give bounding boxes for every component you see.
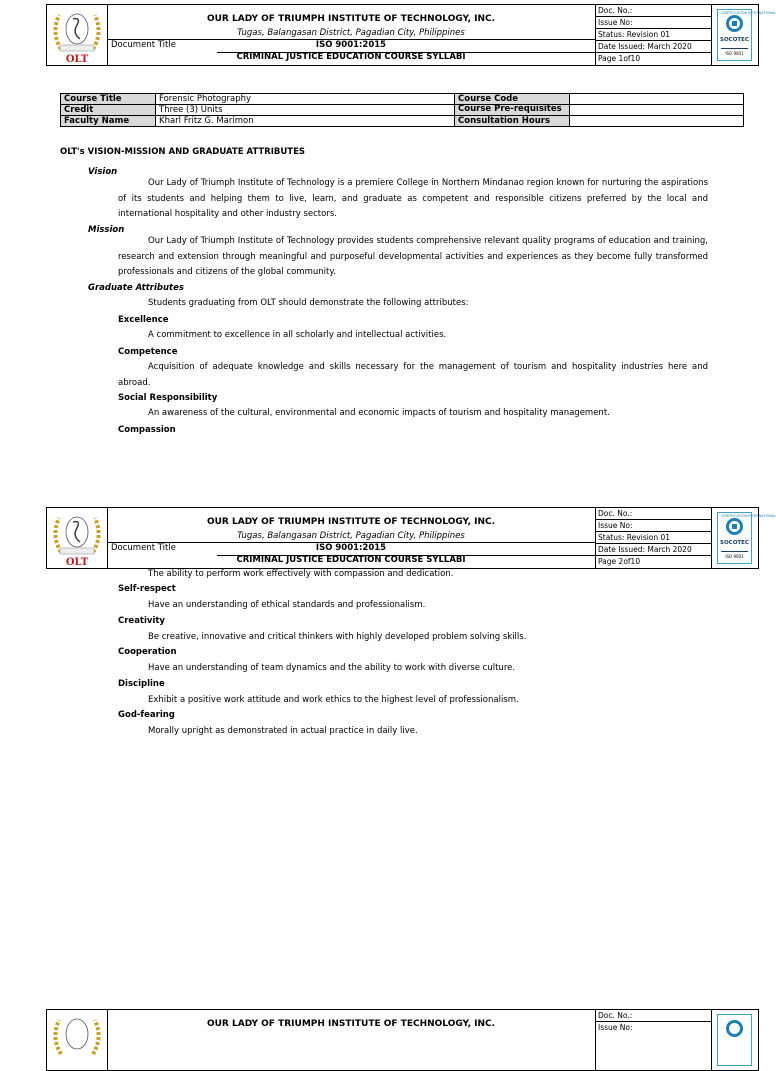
god-fearing-text: Morally upright as demonstrated in actual practice in daily live. — [148, 726, 418, 736]
faculty: Kharl Fritz G. Marimon — [156, 116, 455, 127]
iso-standard: ISO 9001:2015 — [315, 40, 387, 50]
discipline-label: Discipline — [118, 679, 165, 689]
school-logo — [47, 5, 108, 65]
doc-title: CRIMINAL JUSTICE EDUCATION COURSE SYLLABI — [236, 555, 466, 565]
social-responsibility-text: An awareness of the cultural, environmental and economic impacts of tourism and hospitality management. — [148, 408, 610, 418]
certification-badge — [711, 5, 776, 65]
cert-arc-text: CERTIFICATION INTERNATIONAL — [721, 11, 776, 15]
socotec-icon — [726, 1020, 743, 1037]
issue-no: Issue No: — [598, 1023, 633, 1032]
issue-no: Issue No: — [595, 520, 711, 532]
prereq — [570, 105, 744, 116]
doc-no: Doc. No.: — [595, 1010, 711, 1022]
vision-label: Vision — [88, 167, 118, 177]
prereq-label: Course Pre-requisites — [455, 105, 570, 116]
school-logo — [47, 1010, 108, 1070]
cert-name: SOCOTEC — [720, 540, 749, 546]
social-responsibility-label: Social Responsibility — [118, 393, 218, 403]
graduate-attributes-intro: Students graduating from OLT should demonstrate the following attributes: — [148, 298, 469, 308]
competence-label: Competence — [118, 347, 178, 357]
cert-standard: ISO 9001 — [721, 551, 748, 559]
date-issued: Date Issued: March 2020 — [595, 544, 711, 556]
certification-badge — [711, 508, 776, 568]
status: Status: Revision 01 — [595, 29, 711, 41]
competence-text: Acquisition of adequate knowledge and skills necessary for the management of tourism and hospitality industries here and abroad. — [118, 362, 708, 388]
org-address: Tugas, Balangasan District, Pagadian City, Philippines — [237, 531, 465, 541]
doc-title-label: Document Title — [111, 40, 176, 50]
mission-label: Mission — [88, 225, 125, 235]
course-info-table — [60, 93, 744, 127]
cert-standard: ISO 9001 — [721, 48, 748, 56]
iso-standard: ISO 9001:2015 — [315, 543, 387, 553]
school-logo — [47, 508, 108, 568]
doc-no: Doc. No.: — [595, 508, 711, 520]
org-address: Tugas, Balangasan District, Pagadian City, Philippines — [237, 28, 465, 38]
cert-arc-text: CERTIFICATION INTERNATIONAL — [721, 514, 776, 518]
date-issued: Date Issued: March 2020 — [595, 41, 711, 53]
section-heading: OLT's VISION-MISSION AND GRADUATE ATTRIBUTES — [60, 147, 306, 157]
doc-no: Doc. No.: — [595, 5, 711, 17]
page-header-1 — [46, 4, 776, 66]
logo-text: OLT — [65, 557, 89, 568]
laurel-crest-icon — [47, 508, 107, 558]
status: Status: Revision 01 — [595, 532, 711, 544]
course-code — [570, 94, 744, 105]
mission-text: Our Lady of Triumph Institute of Technology provides students comprehensive relevant quality programs of education and training, research and extension through meaningful and purposeful developmental activities and experiences as they become fully transformed professionals and citizens of the global community. — [118, 236, 708, 277]
course-code-label: Course Code — [455, 94, 570, 105]
org-name: OUR LADY OF TRIUMPH INSTITUTE OF TECHNOLOGY, INC. — [206, 14, 496, 24]
page-number: Page 2of10 — [598, 557, 641, 566]
laurel-crest-icon — [47, 5, 107, 55]
cooperation-text: Have an understanding of team dynamics and the ability to work with diverse culture. — [148, 663, 516, 673]
credit-label: Credit — [61, 105, 156, 116]
logo-text: OLT — [65, 54, 89, 65]
page-header-2 — [46, 507, 776, 569]
cert-name: SOCOTEC — [720, 37, 749, 43]
page-header-3 — [46, 1009, 759, 1071]
consult-label: Consultation Hours — [455, 116, 570, 127]
course-title: Forensic Photography — [156, 94, 455, 105]
discipline-text: Exhibit a positive work attitude and work ethics to the highest level of professionalism. — [148, 695, 519, 705]
course-title-label: Course Title — [61, 94, 156, 105]
graduate-attributes-label: Graduate Attributes — [88, 283, 184, 293]
credit: Three (3) Units — [156, 105, 455, 116]
org-name: OUR LADY OF TRIUMPH INSTITUTE OF TECHNOLOGY, INC. — [206, 1019, 496, 1029]
issue-no: Issue No: — [595, 17, 711, 29]
compassion-text: The ability to perform work effectively with compassion and dedication. — [148, 569, 454, 579]
faculty-label: Faculty Name — [61, 116, 156, 127]
god-fearing-label: God-fearing — [118, 710, 175, 720]
excellence-label: Excellence — [118, 315, 169, 325]
vision-text: Our Lady of Triumph Institute of Technology is a premiere College in Northern Mindanao region known for nurturing the aspirations of its students and helping them to live, learn, and graduate as competent and responsible citizens preferred by the local and international hospitality and other industry sectors. — [118, 178, 708, 219]
self-respect-label: Self-respect — [118, 584, 176, 594]
self-respect-text: Have an understanding of ethical standards and professionalism. — [148, 600, 426, 610]
creativity-text: Be creative, innovative and critical thinkers with highly developed problem solving skills. — [148, 632, 527, 642]
org-name: OUR LADY OF TRIUMPH INSTITUTE OF TECHNOLOGY, INC. — [206, 517, 496, 527]
cooperation-label: Cooperation — [118, 647, 177, 657]
creativity-label: Creativity — [118, 616, 165, 626]
doc-title-label: Document Title — [111, 543, 176, 553]
consult — [570, 116, 744, 127]
page-number: Page 1of10 — [598, 54, 641, 63]
laurel-crest-icon — [47, 1010, 107, 1060]
compassion-label: Compassion — [118, 425, 176, 435]
doc-title: CRIMINAL JUSTICE EDUCATION COURSE SYLLABI — [236, 52, 466, 62]
excellence-text: A commitment to excellence in all scholarly and intellectual activities. — [148, 330, 447, 340]
certification-badge — [711, 1010, 758, 1070]
